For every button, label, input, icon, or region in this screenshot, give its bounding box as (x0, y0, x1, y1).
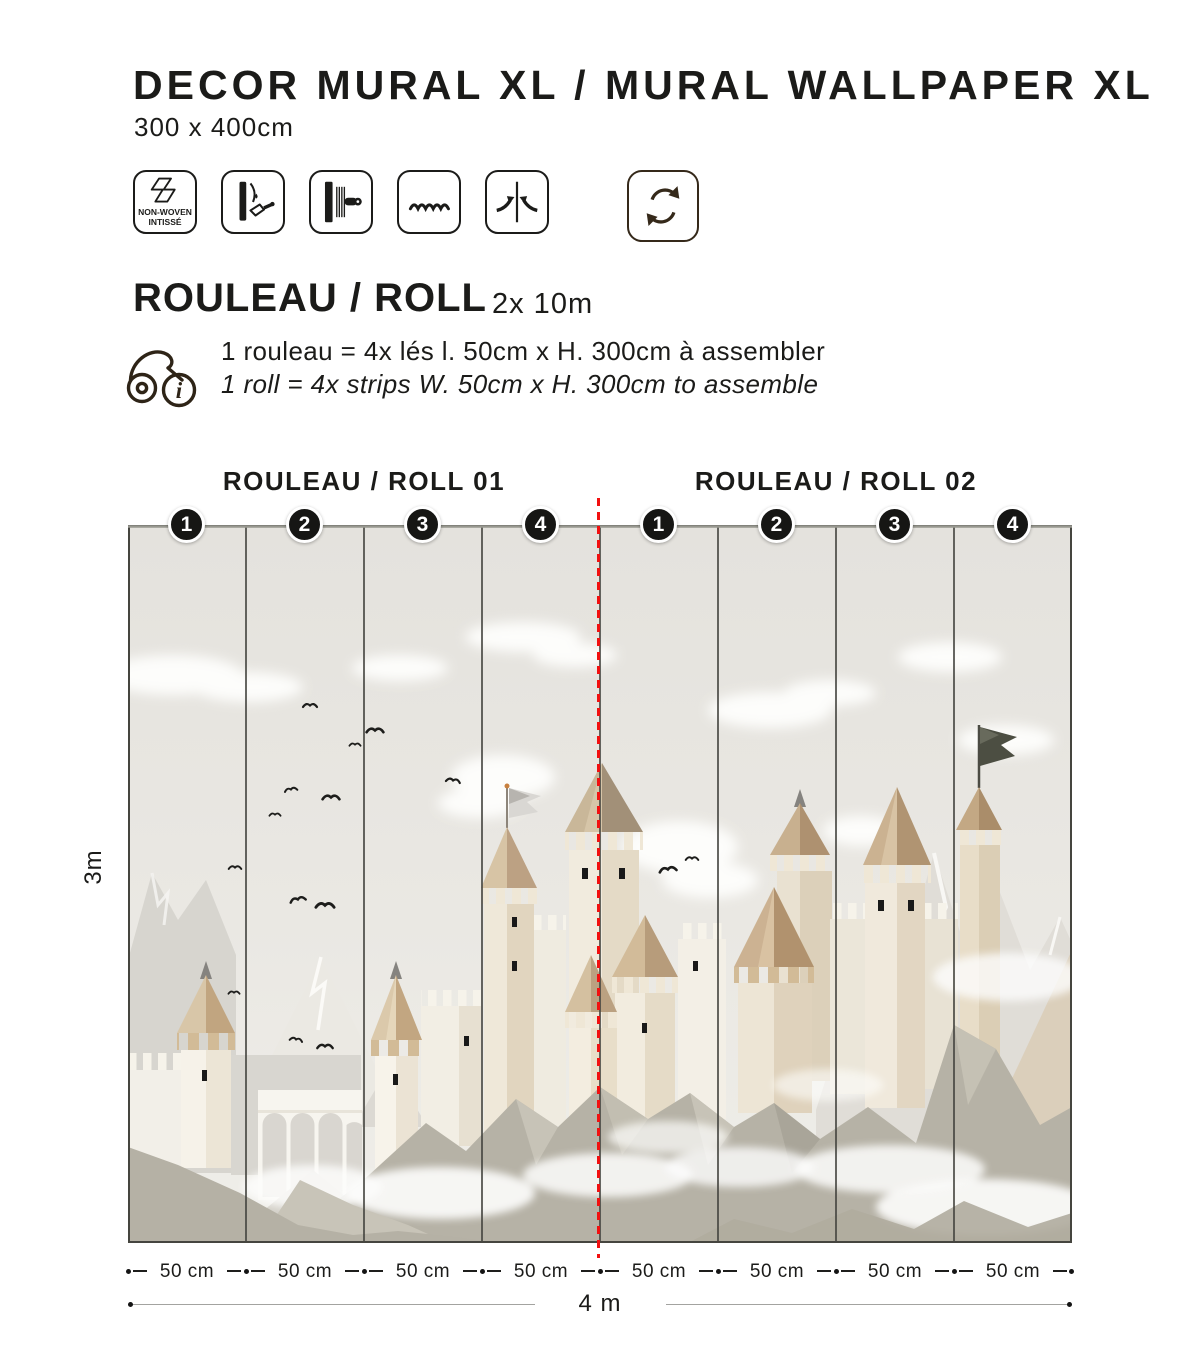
paste-the-wall-icon (221, 170, 285, 234)
strip-width-label: 50 cm (737, 1261, 817, 1282)
roll-length: 2x 10m (492, 288, 594, 320)
butt-join-icon (485, 170, 549, 234)
mural-illustration (128, 525, 1072, 1243)
roll-info-fr: 1 rouleau = 4x lés l. 50cm x H. 300cm à assembler (221, 336, 826, 366)
height-dimension-label: 3m (80, 849, 107, 885)
strip-width-dimensions (128, 1261, 1072, 1283)
castle-wall-4 (534, 915, 566, 1126)
roll-info-icon (122, 332, 212, 412)
roll2-header: ROULEAU / ROLL 02 (694, 466, 978, 496)
wavy-line-icon (397, 170, 461, 234)
strip-badge-4: 4 (522, 506, 559, 543)
roll1-header: ROULEAU / ROLL 01 (222, 466, 506, 496)
roll-info-en: 1 roll = 4x strips W. 50cm x H. 300cm to assemble (221, 369, 819, 399)
page-title: DECOR MURAL XL / MURAL WALLPAPER XL (133, 62, 1154, 108)
strip-badge-6: 2 (758, 506, 795, 543)
strip-width-label: 50 cm (855, 1261, 935, 1282)
strip-width-label: 50 cm (265, 1261, 345, 1282)
strip-width-label: 50 cm (501, 1261, 581, 1282)
recyclable-icon (627, 170, 699, 242)
strip-width-label: 50 cm (973, 1261, 1053, 1282)
strip-width-label: 50 cm (147, 1261, 227, 1282)
strip-badge-1: 1 (168, 506, 205, 543)
strip-badge-5: 1 (640, 506, 677, 543)
info-glyph: i (175, 378, 183, 403)
non-woven-icon (133, 170, 197, 234)
strip-width-label: 50 cm (619, 1261, 699, 1282)
total-width-label: 4 m (578, 1290, 622, 1317)
smoothing-tool-icon (309, 170, 373, 234)
product-size: 300 x 400cm (134, 112, 294, 142)
total-width-dimension (128, 1290, 1072, 1318)
non-woven-label: NON-WOVEN INTISSÉ (138, 207, 192, 227)
strip-badge-3: 3 (404, 506, 441, 543)
roll-heading: ROULEAU / ROLL (133, 276, 487, 320)
strip-badge-8: 4 (994, 506, 1031, 543)
castle-wall-3 (421, 990, 481, 1146)
strip-width-label: 50 cm (383, 1261, 463, 1282)
strip-badge-7: 3 (876, 506, 913, 543)
roll-split-line (597, 498, 600, 1258)
strip-badge-2: 2 (286, 506, 323, 543)
